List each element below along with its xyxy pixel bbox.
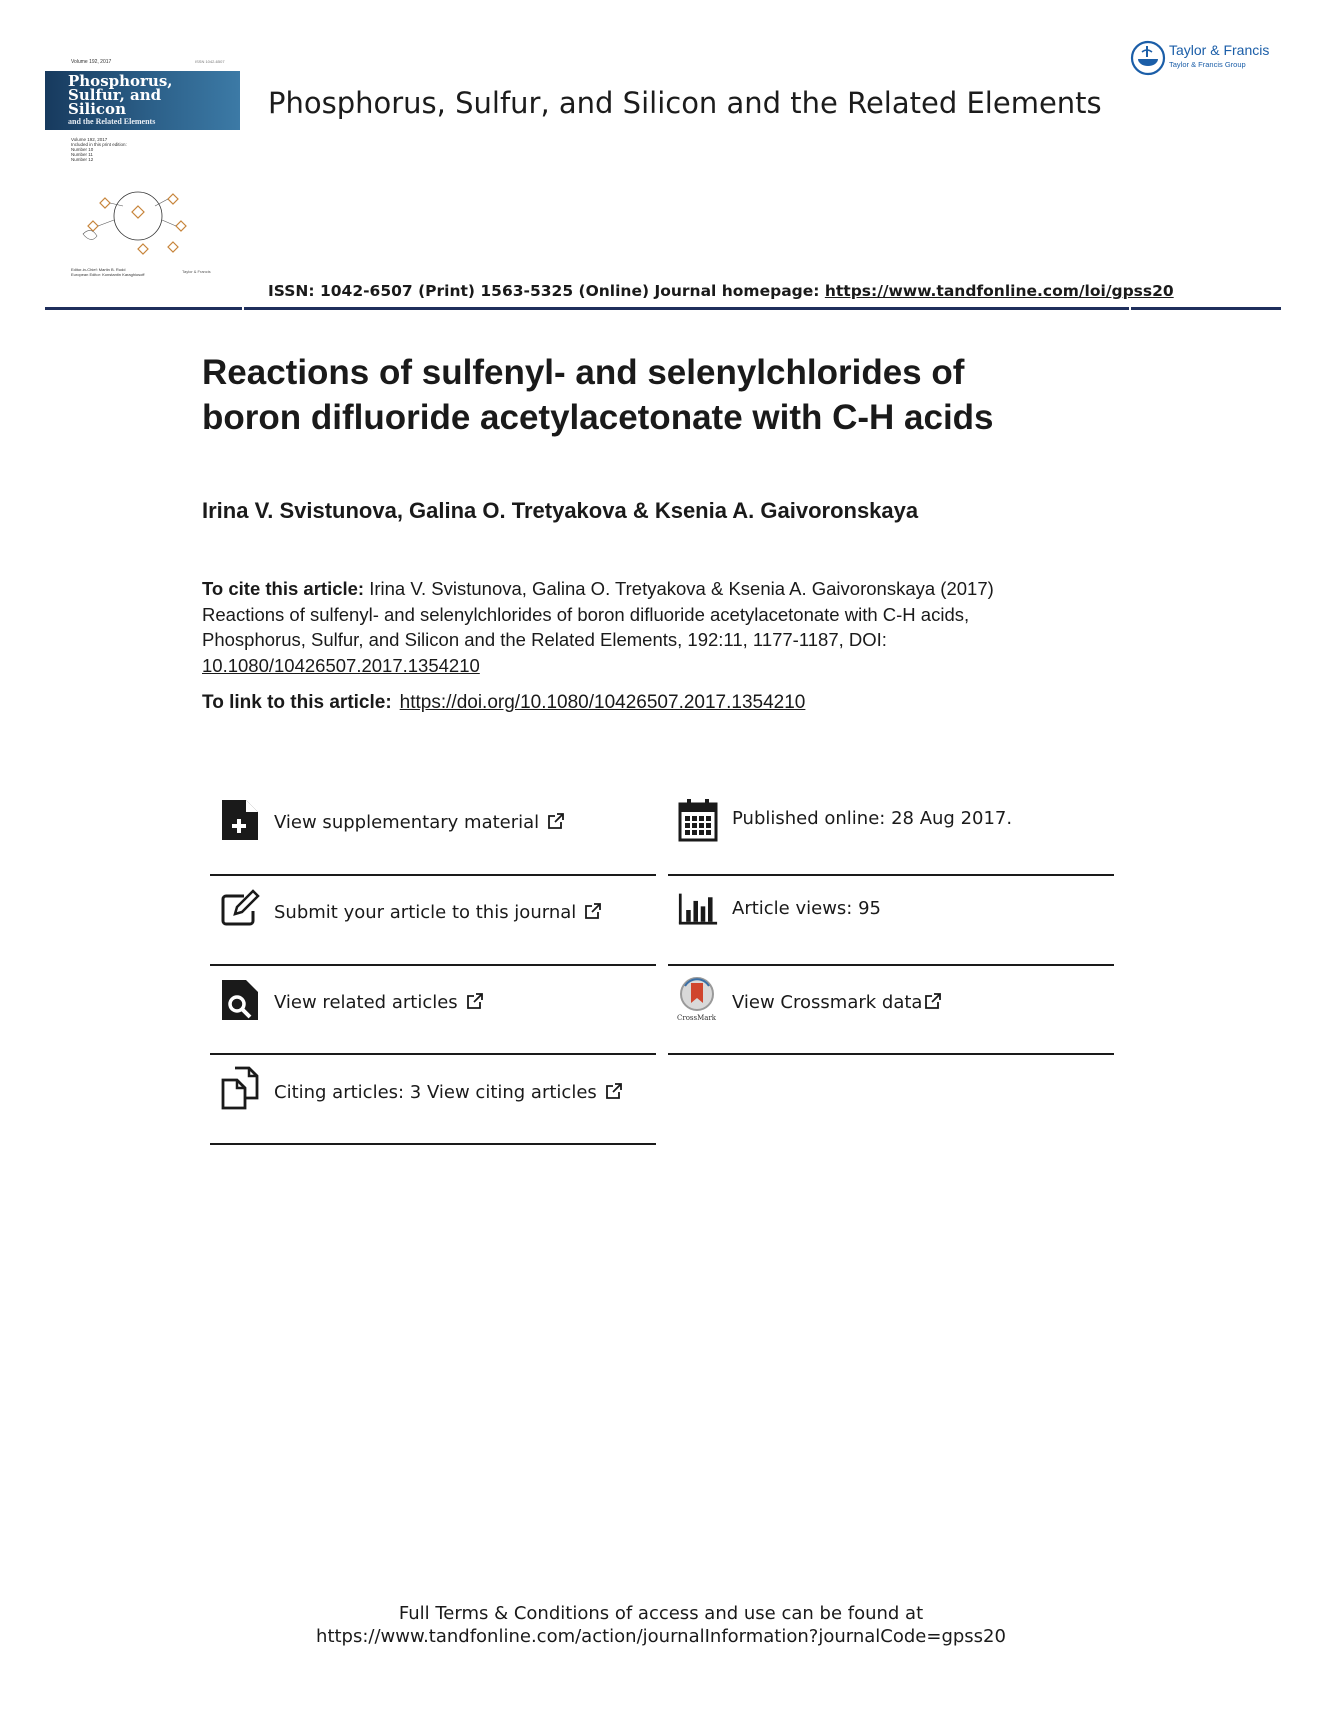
journal-cover — [45, 58, 240, 283]
external-link-icon — [924, 992, 942, 1010]
issn-text: ISSN: 1042-6507 (Print) 1563-5325 (Online) Journal homepage: — [268, 282, 825, 300]
link-line — [202, 692, 805, 714]
cover-editors: Editor-in-Chief: Martin B. Rudd European Editor: Konstantin Karaghiosoff — [71, 267, 145, 277]
journal-title: Phosphorus, Sulfur, and Silicon and the Related Elements — [268, 86, 1102, 120]
divider — [210, 1143, 656, 1145]
issn-line — [268, 282, 1174, 300]
header-rule — [45, 307, 1281, 310]
related-label: View related articles — [274, 992, 458, 1013]
supplementary-label: View supplementary material — [274, 812, 540, 833]
file-plus-icon — [220, 798, 260, 842]
cover-title: Phosphorus, Sulfur, and Silicon — [68, 72, 173, 118]
cite-doi-link[interactable]: 10.1080/10426507.2017.1354210 — [202, 654, 480, 676]
article-doi-link[interactable]: https://doi.org/10.1080/10426507.2017.1354210 — [399, 692, 806, 713]
crossmark-label: View Crossmark data — [732, 992, 923, 1013]
divider — [668, 874, 1114, 876]
rule-gap-left — [242, 307, 244, 310]
published-online — [668, 798, 1114, 886]
link-label: To link to this article: — [202, 692, 392, 713]
edit-icon — [220, 888, 260, 932]
footer-terms: Full Terms & Conditions of access and use can be found at — [398, 1603, 924, 1624]
article-title: Reactions of sulfenyl- and selenylchlorides of boron difluoride acetylacetonate with C-H acids — [202, 353, 994, 437]
external-link-icon — [605, 1082, 623, 1100]
cover-issn: ISSN 1042-6507 — [195, 59, 225, 64]
article-authors: Irina V. Svistunova, Galina O. Tretyakova & Ksenia A. Gaivoronskaya — [202, 498, 919, 523]
crossmark-logo-text: CrossMark — [677, 1014, 717, 1022]
divider — [668, 1053, 1114, 1055]
footer — [0, 1602, 1322, 1648]
external-link-icon — [466, 992, 484, 1010]
journal-homepage-link[interactable]: https://www.tandfonline.com/loi/gpss20 — [824, 282, 1174, 300]
calendar-icon — [678, 798, 718, 842]
cover-volume: Volume 192, 2017 — [71, 59, 112, 65]
submit-label: Submit your article to this journal — [274, 902, 577, 923]
external-link-icon — [584, 902, 602, 920]
divider — [210, 964, 656, 966]
cite-label: To cite this article: — [202, 578, 365, 599]
article-views — [668, 888, 1114, 976]
publisher-name: Taylor & Francis — [1169, 42, 1270, 58]
cover-issue-list: Volume 192, 2017 Included in this print edition: Number 10 Number 11 Number 12 — [71, 137, 127, 162]
divider — [210, 1053, 656, 1055]
cite-block — [202, 576, 1072, 678]
copy-documents-icon — [220, 1066, 260, 1110]
cover-subtitle: and the Related Elements — [68, 117, 156, 126]
publisher-group: Taylor & Francis Group — [1169, 60, 1246, 69]
file-search-icon — [220, 978, 260, 1022]
submit-article-link[interactable] — [210, 888, 656, 976]
bar-chart-icon — [678, 888, 718, 932]
divider — [210, 874, 656, 876]
citing-label: Citing articles: 3 View citing articles — [274, 1082, 597, 1103]
published-label: Published online: 28 Aug 2017. — [732, 808, 1013, 829]
views-label: Article views: 95 — [732, 898, 881, 919]
cover-molecule-illustration — [63, 176, 213, 256]
cover-publisher-mark: Taylor & Francis — [182, 269, 211, 274]
citing-articles-link[interactable] — [210, 1066, 656, 1154]
rule-gap-right — [1129, 307, 1131, 310]
footer-terms-url[interactable]: https://www.tandfonline.com/action/journalInformation?journalCode=gpss20 — [316, 1626, 1006, 1647]
cite-text: Irina V. Svistunova, Galina O. Tretyakova & Ksenia A. Gaivoronskaya (2017) Reactions of sulfenyl- and selenylchlorides of boron difluoride acetylacetonate with C-H acids, Phosphorus, Sulfur, and Silicon and the Related Elements, 192:11, 1177-1187, DOI: — [202, 578, 994, 650]
supplementary-material-link[interactable] — [210, 798, 656, 886]
external-link-icon — [547, 812, 565, 830]
divider — [668, 964, 1114, 966]
